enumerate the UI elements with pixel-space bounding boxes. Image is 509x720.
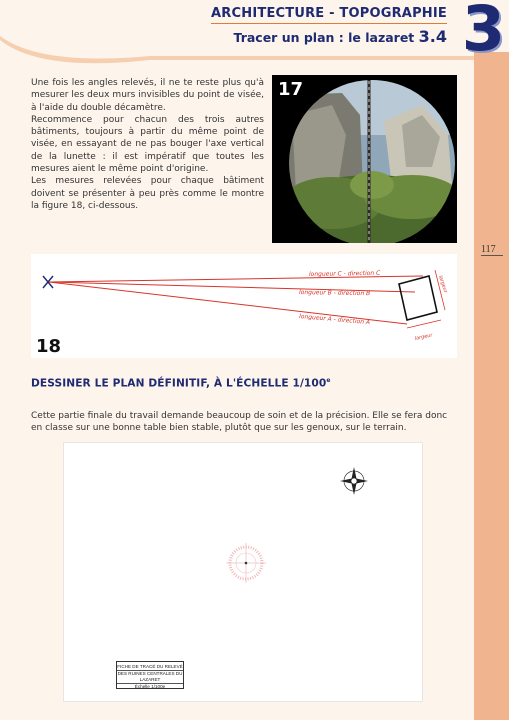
page-number: 117	[481, 244, 503, 256]
header-subtitle-text: Tracer un plan : le lazaret	[233, 30, 415, 45]
header-title: ARCHITECTURE - TOPOGRAPHIE	[211, 6, 447, 24]
building-outline	[399, 276, 437, 320]
plan-sheet	[63, 442, 423, 702]
intro-paragraph: Les mesures relevées pour chaque bâtiment doivent se présenter à peu près comme le montre la figure 18, ci-dessous.	[31, 176, 264, 211]
cartouche-line: Échelle 1/100e	[134, 684, 166, 689]
label-width-side: largeur	[437, 274, 449, 294]
section-heading-text: DESSINER LE PLAN DÉFINITIF, À L'ÉCHELLE 1/100	[31, 377, 327, 390]
label-length-b: longueur B - direction B	[298, 289, 371, 298]
section-text: Cette partie finale du travail demande beaucoup de soin et de la précision. Elle se fera donc en classe sur une bonne table bien stable, plutôt que sur les genoux, sur le terrain.	[31, 411, 448, 434]
right-margin-band	[474, 52, 509, 720]
section-heading	[31, 377, 331, 390]
protractor-origin-icon	[226, 543, 266, 583]
header-subtitle	[211, 27, 447, 46]
telescope-view-image	[272, 75, 457, 243]
figure-17-number: 17	[278, 79, 304, 100]
plan-cartouche	[116, 661, 184, 689]
chapter-number: 3	[461, 0, 505, 65]
section-heading-sup: e	[326, 377, 331, 384]
width-dimension-line	[407, 320, 441, 328]
label-length-c: longueur C - direction C	[308, 269, 381, 278]
section-number: 3.4	[418, 27, 447, 46]
figure-18	[31, 254, 457, 358]
cartouche-line: DES RUINES CENTRALES DU LAZARET	[117, 671, 183, 682]
cartouche-line: FICHE DE TRACÉ DU RELEVÉ	[117, 664, 183, 669]
label-length-a: longueur A - direction A	[298, 313, 371, 327]
figure-18-number: 18	[36, 336, 62, 357]
intro-paragraph: Une fois les angles relevés, il ne te reste plus qu'à mesurer les deux murs invisibles du point de visée, à l'aide du double décamètre.	[31, 78, 264, 113]
measurement-diagram	[31, 254, 457, 358]
figure-17-photo	[272, 75, 457, 243]
north-compass-icon	[340, 467, 368, 495]
intro-paragraph: Recommence pour chacun des trois autres bâtiments, toujours à partir du même point de visée, en essayant de ne pas bouger l'axe vertical de la lunette : il est impératif que toutes les mesures aient le même point d'origine.	[31, 114, 264, 175]
label-width-bottom: largeur	[414, 332, 434, 342]
intro-text	[31, 77, 264, 212]
page-header	[211, 6, 447, 46]
